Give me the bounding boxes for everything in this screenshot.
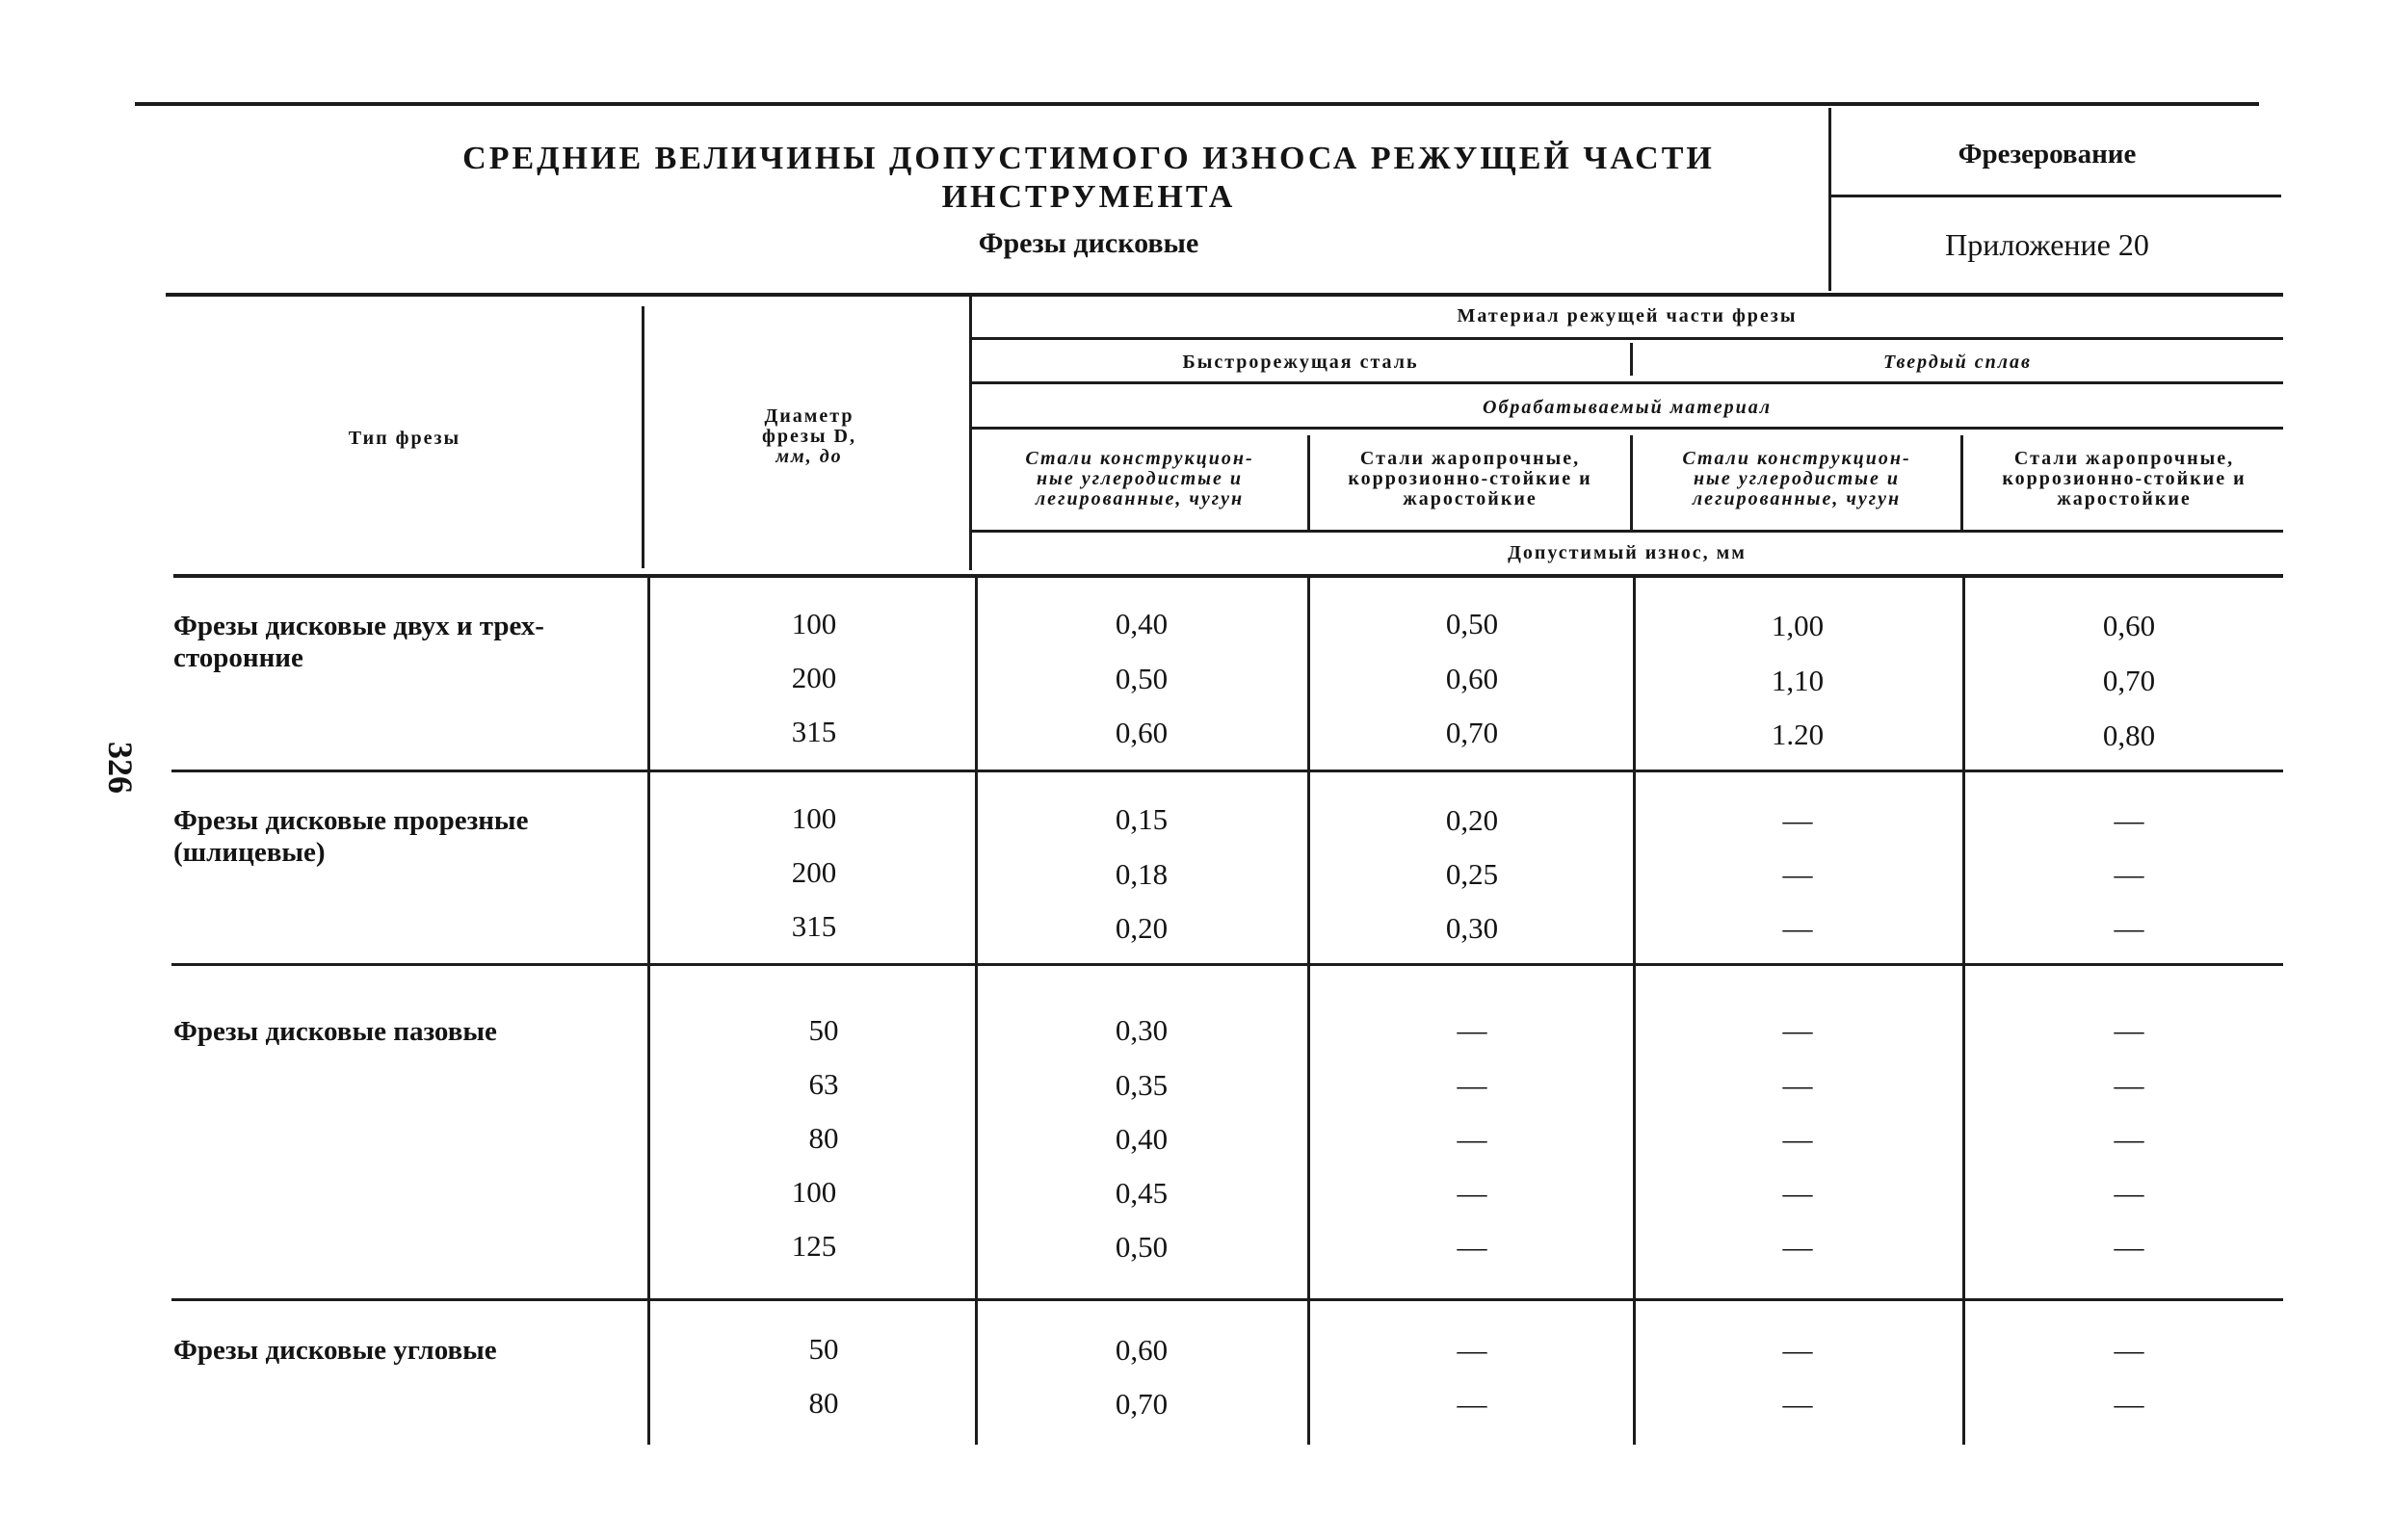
sub-col-rule-a xyxy=(1307,435,1310,532)
group-rule-2 xyxy=(171,963,2283,966)
page-subtitle: Фрезы дисковые xyxy=(978,227,1199,259)
section-label: Фрезерование xyxy=(1958,139,2137,170)
body-rule-5 xyxy=(1962,578,1965,1445)
sub-col-1: Стали конструкцион- ные углеродистые и легированные, чугун xyxy=(1025,448,1254,509)
col-rule-1-head xyxy=(642,306,644,568)
page-number: 326 xyxy=(101,742,140,794)
group-rule-1 xyxy=(171,770,2283,772)
header-rule-2 xyxy=(971,381,2283,384)
table-top-rule xyxy=(166,293,2283,297)
sub-col-rule-c xyxy=(1960,435,1963,532)
section-rule xyxy=(1830,195,2281,197)
sub-col-4: Стали жаропрочные, коррозионно-стойкие и жаростойкие xyxy=(2002,448,2247,509)
group-rule-3 xyxy=(171,1298,2283,1301)
header-hard-alloy: Твердый сплав xyxy=(1883,352,2032,373)
body-rule-3 xyxy=(1307,578,1310,1445)
body-rule-2 xyxy=(975,578,978,1445)
header-bottom-rule xyxy=(173,574,2283,578)
sub-col-2: Стали жаропрочные, коррозионно-стойкие и жаростойкие xyxy=(1348,448,1592,509)
group-name-2: Фрезы дисковые прорезные (шлицевые) xyxy=(173,805,529,868)
header-rule-3 xyxy=(971,427,2283,430)
header-workpiece: Обрабатываемый материал xyxy=(1483,397,1772,418)
header-allowed-wear: Допустимый износ, мм xyxy=(1508,542,1747,563)
header-rule-4 xyxy=(971,530,2283,533)
body-rule-4 xyxy=(1633,578,1636,1445)
col-header-diameter-2: фрезы D, xyxy=(762,426,856,447)
group-name-3: Фрезы дисковые пазовые xyxy=(173,1016,497,1047)
sub-col-rule-b xyxy=(1630,435,1633,532)
page-title: СРЕДНИЕ ВЕЛИЧИНЫ ДОПУСТИМОГО ИЗНОСА РЕЖУЩЕЙ ЧАСТИ xyxy=(462,141,1715,176)
col-header-diameter-3: мм, до xyxy=(775,446,843,467)
top-rule xyxy=(135,102,2259,106)
appendix-label: Приложение 20 xyxy=(1945,227,2149,262)
header-hss: Быстрорежущая сталь xyxy=(1182,352,1419,373)
hss-alloy-divider xyxy=(1630,343,1633,376)
col-header-diameter-1: Диаметр xyxy=(764,405,854,427)
header-rule-1 xyxy=(971,337,2283,340)
header-cutting-material: Материал режущей части фрезы xyxy=(1457,305,1798,326)
group-name-4: Фрезы дисковые угловые xyxy=(173,1335,497,1366)
body-rule-1 xyxy=(647,578,650,1445)
group-name-1: Фрезы дисковые двух и трех- сторонние xyxy=(173,611,544,673)
sub-col-3: Стали конструкцион- ные углеродистые и легированные, чугун xyxy=(1682,448,1911,509)
col-header-type: Тип фрезы xyxy=(348,428,461,449)
page-title-line2: ИНСТРУМЕНТА xyxy=(941,179,1236,215)
header-divider xyxy=(1828,108,1831,291)
